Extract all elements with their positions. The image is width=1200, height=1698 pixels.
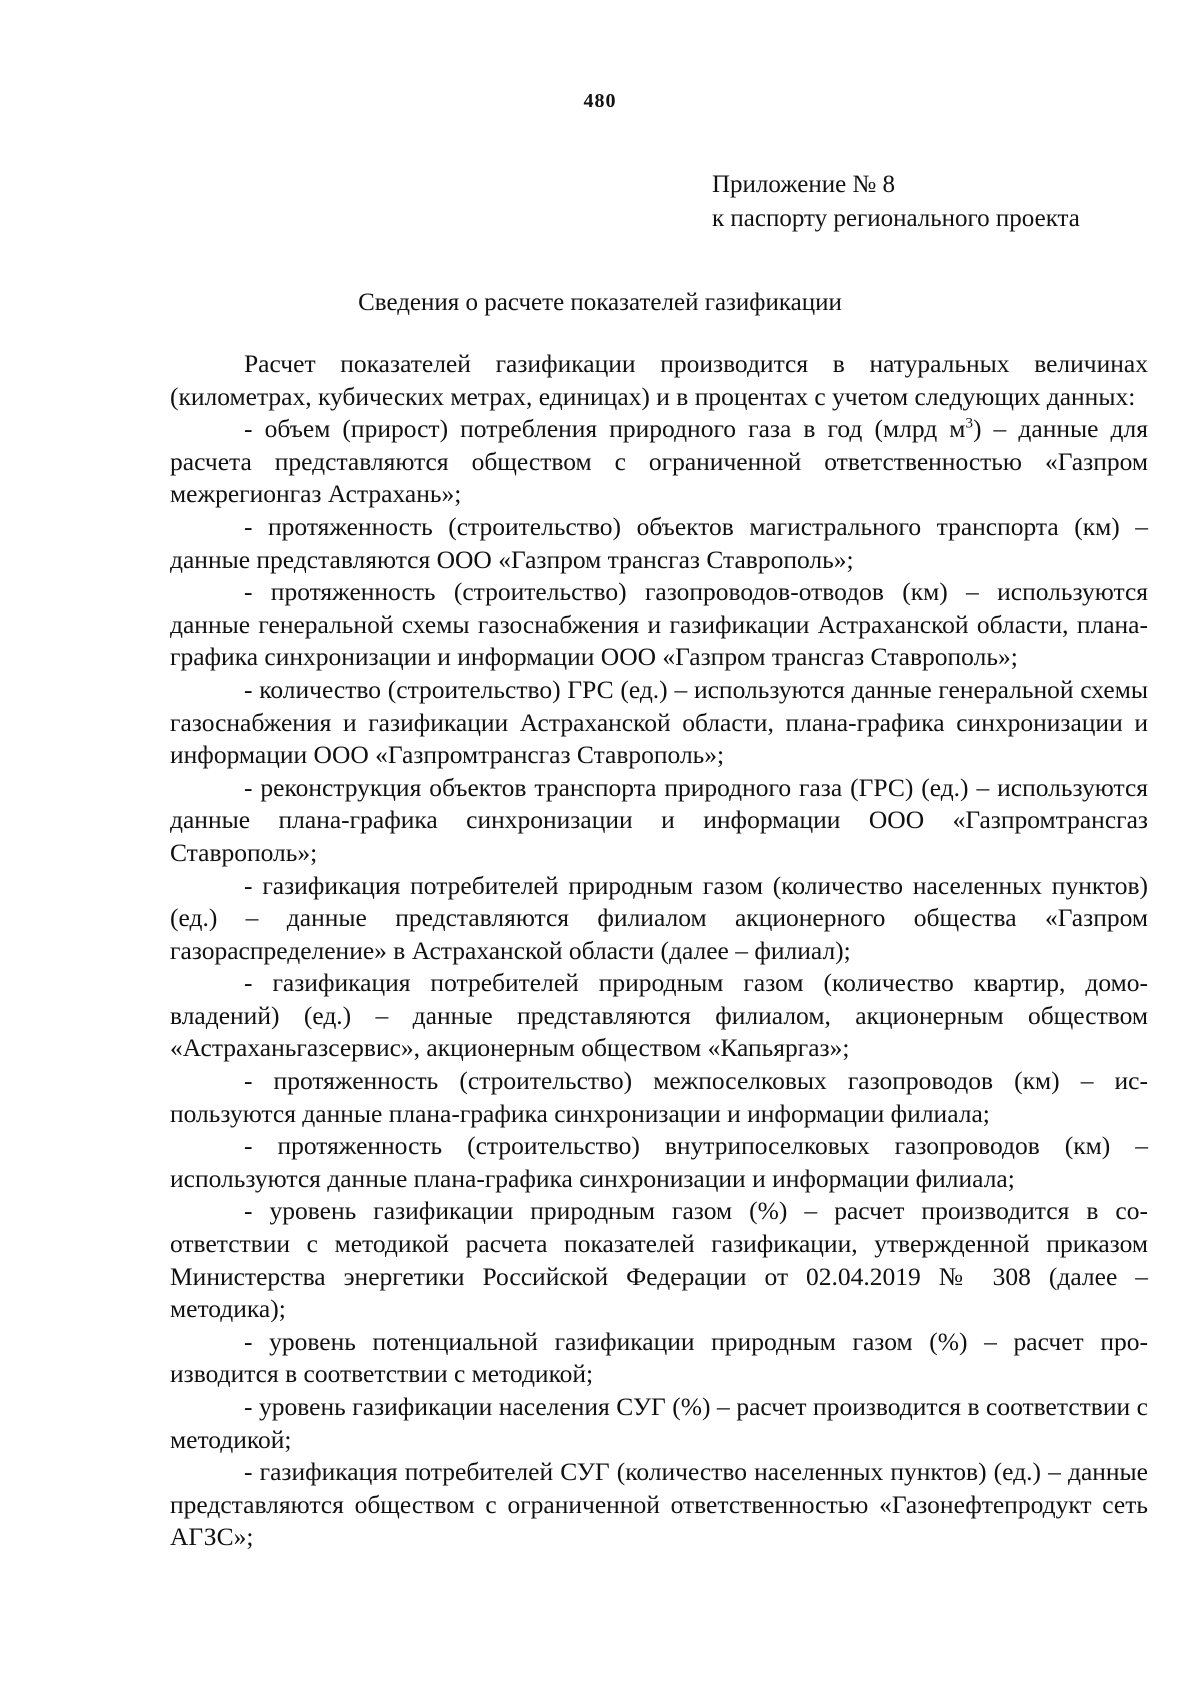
list-item: - газификация потребителей природным газом (количество квартир, домовладений) (ед.) – данные представляются филиалом, акционерным обществом «Астраханьгазсервис», акционерным обществом «Капьяргаз»; [170, 968, 1148, 1063]
list-item: - уровень потенциальной газификации природным газом (%) – расчет производится в соответствии с методикой; [170, 1326, 1148, 1389]
list-item: - уровень газификации населения СУГ (%) – расчет производится в соответствии с методикой; [170, 1392, 1148, 1454]
intro-paragraph: Расчет показателей газификации производится в натуральных величинах (километрах, кубических метрах, единицах) и в процентах с учетом следующих данных: [170, 349, 1148, 411]
document-body [170, 348, 1148, 1554]
list-item-text: ) – данные для расчета представляются обществом с ограниченной ответственностью «Газпром межрегионгаз Астрахань»; [170, 414, 1148, 509]
list-item: - количество (строительство) ГРС (ед.) – используются данные генеральной схемы газоснабжения и газификации Астраханской области, плана-графика синхронизации и информации ООО «Газпромтрансгаз Ставрополь»; [170, 674, 1148, 770]
superscript: 3 [965, 415, 973, 432]
document-title: Сведения о расчете показателей газификации [358, 289, 842, 316]
list-item: - протяженность (строительство) внутрипоселковых газопроводов (км) – используются данные плана-графика синхронизации и информации филиала; [170, 1131, 1148, 1193]
list-item: - протяженность (строительство) межпоселковых газопроводов (км) – используются данные плана-графика синхронизации и информации филиала; [170, 1066, 1148, 1128]
list-item: - уровень газификации природным газом (%) – расчет производится в соответствии с методикой расчета показателей газификации, утвержденной приказом Министерства энергетики Российской Федерации от 02.04.2019 № 308 (далее – методика); [170, 1196, 1148, 1324]
list-item: - протяженность (строительство) объектов магистрального транспорта (км) – данные представляются ООО «Газпром трансгаз Ставрополь»; [170, 511, 1148, 574]
list-item: - газификация потребителей природным газом (количество населенных пунктов) (ед.) – данные представляются филиалом акционерного общества «Газпром газораспределение» в Астраханской области (далее – филиал); [170, 870, 1148, 965]
list-item [170, 413, 1148, 511]
list-item: - реконструкция объектов транспорта природного газа (ГРС) (ед.) – используются данные плана-графика синхронизации и информации ООО «Газпромтрансгаз Ставрополь»; [170, 772, 1148, 867]
list-item-text: - объем (прирост) потребления природного газа в год (млрд м [244, 414, 966, 444]
list-item: - протяженность (строительство) газопроводов-отводов (км) – используются данные генеральной схемы газоснабжения и газификации Астраханской области, плана-графика синхронизации и информации ООО «Газпром трансгаз Ставрополь»; [170, 577, 1148, 672]
page-number: 480 [583, 90, 617, 112]
list-item: - газификация потребителей СУГ (количество населенных пунктов) (ед.) – данные представляются обществом с ограниченной ответственностью «Газонефтепродукт сеть АГЗС»; [170, 1457, 1148, 1552]
appendix-header [712, 168, 1172, 236]
appendix-reference: к паспорту регионального проекта [712, 205, 1080, 232]
appendix-number: Приложение № 8 [712, 171, 896, 198]
